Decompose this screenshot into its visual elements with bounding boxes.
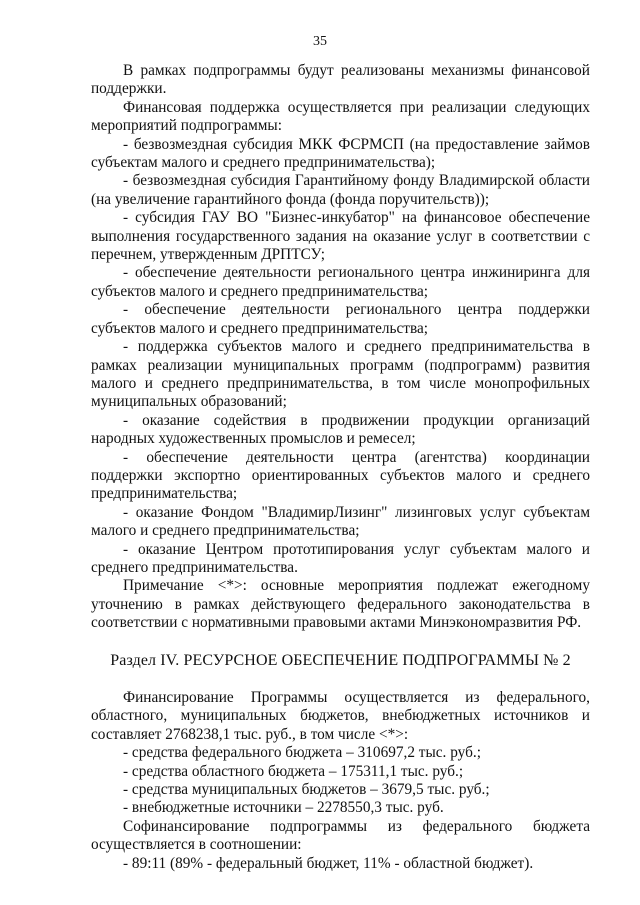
list-item: - оказание Центром прототипирования услуг субъектам малого и среднего предпринимательства. [91, 540, 590, 576]
list-item: - обеспечение деятельности центра (агентства) координации поддержки экспортно ориентированных субъектов малого и среднего предпринимательства; [91, 448, 590, 503]
list-item: - оказание Фондом "ВладимирЛизинг" лизинговых услуг субъектам малого и среднего предпринимательства; [91, 503, 590, 540]
list-item: - безвозмездная субсидия МКК ФСРМСП (на предоставление займов субъектам малого и среднего предпринимательства); [91, 135, 590, 172]
paragraph-intro: В рамках подпрограммы будут реализованы механизмы финансовой поддержки. [91, 62, 590, 98]
list-item: - поддержка субъектов малого и среднего предпринимательства в рамках реализации муниципальных программ (подпрограмм) развития малого и среднего предпринимательства, в том числе монопрофильных муниципальных образований; [91, 338, 590, 411]
page-number: 35 [313, 34, 327, 49]
financing-intro: Финансирование Программы осуществляется из федерального, областного, муниципальных бюджетов, внебюджетных источников и составляет 2768238,1 тыс. руб., в том числе <*>: [91, 689, 590, 743]
document-body [91, 62, 590, 873]
list-item: - средства муниципальных бюджетов – 3679,5 тыс. руб.; [123, 781, 490, 799]
cofinancing-paragraph: Софинансирование подпрограммы из федерального бюджета осуществляется в соотношении: [91, 817, 590, 854]
ratio-line: - 89:11 (89% - федеральный бюджет, 11% - областной бюджет). [123, 854, 534, 872]
list-item: - обеспечение деятельности регионального центра поддержки субъектов малого и среднего предпринимательства; [91, 301, 590, 337]
list-item: - средства федерального бюджета – 310697,2 тыс. руб.; [123, 744, 481, 762]
section-heading-text: Раздел IV. РЕСУРСНОЕ ОБЕСПЕЧЕНИЕ ПОДПРОГРАММЫ № 2 [110, 651, 571, 669]
section-heading [91, 652, 590, 670]
list-item: - оказание содействия в продвижении продукции организаций народных художественных промыслов и ремесел; [91, 411, 590, 448]
paragraph-support: Финансовая поддержка осуществляется при реализации следующих мероприятий подпрограммы: [91, 98, 590, 135]
list-item: - субсидия ГАУ ВО "Бизнес-инкубатор" на финансовое обеспечение выполнения государственного задания на оказание услуг в соответствии с перечнем, утвержденным ДРПТСУ; [91, 209, 590, 264]
measures-list [91, 136, 590, 578]
note-paragraph: Примечание <*>: основные мероприятия подлежат ежегодному уточнению в рамках действующего федерального законодательства в соответствии с нормативными правовыми актами Минэкономразвития РФ. [91, 577, 590, 632]
list-item: - средства областного бюджета – 175311,1 тыс. руб.; [123, 762, 464, 780]
funding-sources-list [91, 744, 590, 818]
list-item: - обеспечение деятельности регионального центра инжиниринга для субъектов малого и среднего предпринимательства; [91, 264, 590, 300]
list-item: - безвозмездная субсидия Гарантийному фонду Владимирской области (на увеличение гарантийного фонда (фонда поручительств)); [91, 172, 590, 208]
list-item: - внебюджетные источники – 2278550,3 тыс. руб. [123, 799, 444, 817]
